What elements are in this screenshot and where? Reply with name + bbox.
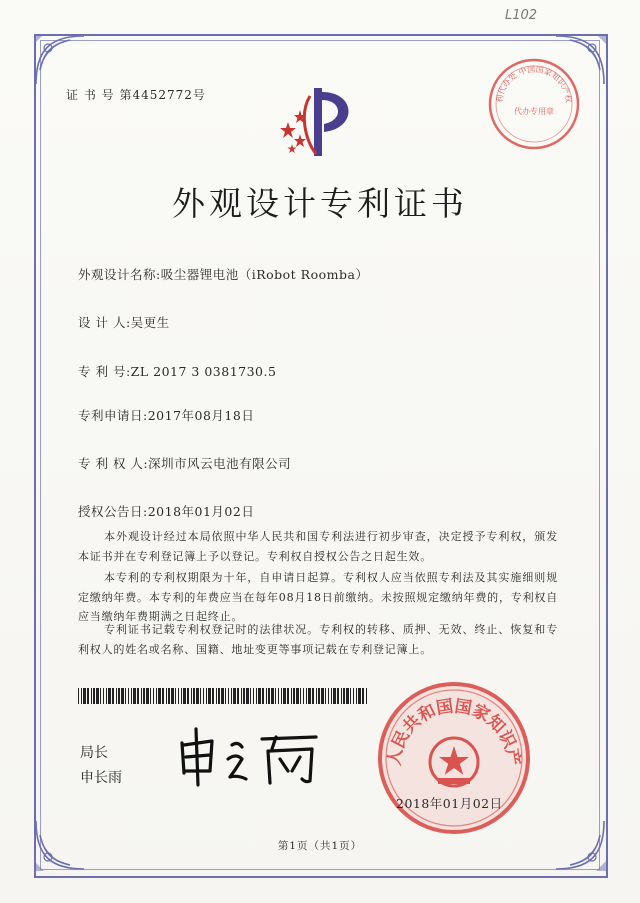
barcode-bar bbox=[243, 688, 245, 704]
barcode-bar bbox=[158, 688, 161, 704]
barcode-bar bbox=[128, 688, 129, 704]
barcode-bar bbox=[166, 688, 167, 704]
seal-date: 2018年01月02日 bbox=[396, 796, 503, 811]
grant-date-label: 授权公告日: bbox=[78, 504, 148, 519]
barcode-bar bbox=[81, 688, 82, 704]
barcode-bar bbox=[116, 688, 117, 704]
barcode-bar bbox=[312, 688, 314, 704]
barcode-bar bbox=[206, 688, 207, 704]
barcode-bar bbox=[278, 688, 279, 704]
patentee-value: 深圳市风云电池有限公司 bbox=[148, 456, 292, 471]
barcode-bar bbox=[103, 688, 104, 704]
barcode-bar bbox=[303, 688, 304, 704]
barcode-bar bbox=[325, 688, 326, 704]
paragraph-term-fees: 本专利的专利权期限为十年，自申请日起算。专利权人应当依照专利法及其实施细则规定缴纳年费。本专利的年费应当在每年08月18日前缴纳。未按照规定缴纳年费的，专利权自应当缴纳年费期满之日起终止。 bbox=[78, 571, 558, 623]
barcode-bar bbox=[162, 688, 164, 704]
barcode-bar bbox=[91, 688, 92, 704]
barcode-bar bbox=[333, 688, 336, 704]
filing-date-label: 专利申请日: bbox=[78, 408, 148, 423]
barcode-bar bbox=[356, 688, 357, 704]
barcode-bar bbox=[131, 688, 132, 704]
barcode-bar bbox=[231, 688, 232, 704]
field-filing-date bbox=[78, 406, 254, 424]
barcode-bar bbox=[271, 688, 274, 704]
barcode-bar bbox=[208, 688, 211, 704]
barcode-bar bbox=[225, 688, 226, 704]
barcode-bar bbox=[150, 688, 151, 704]
barcode-bar bbox=[328, 688, 329, 704]
field-designer bbox=[78, 313, 170, 331]
barcode-bar bbox=[246, 688, 249, 704]
barcode-bar bbox=[216, 688, 217, 704]
barcode-bar bbox=[175, 688, 176, 704]
barcode-bar bbox=[283, 688, 286, 704]
barcode-bar bbox=[181, 688, 182, 704]
signature-image bbox=[176, 725, 326, 789]
designer-label: 设 计 人: bbox=[78, 315, 131, 330]
barcode-bar bbox=[366, 688, 367, 704]
barcode-bar bbox=[100, 688, 101, 704]
barcode-bar bbox=[212, 688, 214, 704]
barcode-bar bbox=[78, 688, 79, 704]
barcode-bar bbox=[362, 688, 364, 704]
barcode-bar bbox=[106, 688, 107, 704]
barcode-bar bbox=[125, 688, 126, 704]
cnipa-logo-icon bbox=[270, 82, 366, 162]
stamp-inner-text: 代办专用章 bbox=[514, 107, 554, 116]
barcode-bar bbox=[293, 688, 295, 704]
field-patentee bbox=[78, 454, 291, 472]
barcode-bar bbox=[196, 688, 199, 704]
barcode-bar bbox=[275, 688, 276, 704]
barcode-bar bbox=[146, 688, 149, 704]
barcode-bar bbox=[306, 688, 307, 704]
page-number: 第1页（共1页） bbox=[277, 840, 363, 852]
field-design-name bbox=[78, 265, 368, 283]
handwritten-note: L102 bbox=[505, 8, 538, 23]
barcode-bar bbox=[358, 688, 361, 704]
barcode-bar bbox=[191, 688, 192, 704]
barcode-bar bbox=[331, 688, 332, 704]
designer-value: 吴更生 bbox=[130, 315, 170, 330]
barcode-bar bbox=[87, 688, 89, 704]
barcode-bar bbox=[318, 688, 320, 704]
barcode-bar bbox=[83, 688, 86, 704]
barcode-bar bbox=[308, 688, 311, 704]
document-title: 外观设计专利证书 bbox=[172, 184, 468, 223]
field-patent-number bbox=[78, 362, 276, 380]
barcode-bar bbox=[291, 688, 292, 704]
barcode-bar bbox=[218, 688, 220, 704]
barcode-bar bbox=[203, 688, 204, 704]
barcode-bar bbox=[121, 688, 124, 704]
barcode bbox=[78, 688, 368, 704]
barcode-bar bbox=[268, 688, 270, 704]
barcode-bar bbox=[341, 688, 342, 704]
barcode-bar bbox=[266, 688, 267, 704]
barcode-bar bbox=[133, 688, 136, 704]
barcode-bar bbox=[353, 688, 354, 704]
official-name: 申长雨 bbox=[80, 770, 122, 786]
barcode-bar bbox=[178, 688, 179, 704]
barcode-bar bbox=[141, 688, 142, 704]
barcode-bar bbox=[156, 688, 157, 704]
barcode-bar bbox=[193, 688, 195, 704]
paragraph-legal-status: 专利证书记载专利权登记时的法律状况。专利权的转移、质押、无效、终止、恢复和专利权人的姓名或名称、国籍、地址变更等事项记载在专利登记簿上。 bbox=[78, 623, 558, 656]
patent-number-label: 专 利 号: bbox=[78, 364, 131, 379]
barcode-bar bbox=[241, 688, 242, 704]
barcode-bar bbox=[143, 688, 145, 704]
barcode-bar bbox=[258, 688, 261, 704]
barcode-bar bbox=[171, 688, 174, 704]
barcode-bar bbox=[108, 688, 111, 704]
corner-ornament bbox=[30, 30, 90, 90]
barcode-bar bbox=[137, 688, 139, 704]
design-name-value: 吸尘器锂电池（iRobot Roomba） bbox=[160, 267, 369, 282]
barcode-bar bbox=[250, 688, 251, 704]
seal-text: 人民共和国国家知识产 bbox=[384, 696, 524, 768]
barcode-bar bbox=[287, 688, 289, 704]
barcode-bar bbox=[343, 688, 345, 704]
barcode-bar bbox=[256, 688, 257, 704]
barcode-bar bbox=[316, 688, 317, 704]
official-seal bbox=[376, 680, 532, 836]
barcode-bar bbox=[183, 688, 186, 704]
barcode-bar bbox=[221, 688, 224, 704]
official-title: 局长 bbox=[80, 745, 108, 761]
stamp-outer-text: 利代办处 中国国家知识产权 bbox=[494, 64, 574, 104]
barcode-bar bbox=[237, 688, 239, 704]
filing-date-value: 2017年08月18日 bbox=[147, 408, 255, 423]
patent-number-value: ZL 2017 3 0381730.5 bbox=[130, 364, 277, 379]
barcode-bar bbox=[346, 688, 349, 704]
barcode-bar bbox=[96, 688, 99, 704]
barcode-bar bbox=[281, 688, 282, 704]
barcode-bar bbox=[300, 688, 301, 704]
svg-text:专利代办处 中国国家知识产权局 bbox=[486, 56, 574, 103]
barcode-bar bbox=[296, 688, 299, 704]
barcode-bar bbox=[118, 688, 120, 704]
field-grant-date bbox=[78, 502, 254, 520]
barcode-bar bbox=[350, 688, 351, 704]
barcode-bar bbox=[187, 688, 189, 704]
barcode-bar bbox=[253, 688, 254, 704]
barcode-bar bbox=[168, 688, 170, 704]
barcode-bar bbox=[337, 688, 339, 704]
barcode-bar bbox=[93, 688, 95, 704]
barcode-bar bbox=[228, 688, 229, 704]
barcode-bar bbox=[112, 688, 114, 704]
certificate-number: 证 书 号 第4452772号 bbox=[66, 88, 206, 102]
barcode-bar bbox=[262, 688, 264, 704]
barcode-bar bbox=[153, 688, 154, 704]
barcode-bar bbox=[233, 688, 236, 704]
barcode-bar bbox=[321, 688, 324, 704]
paragraph-grant-decision: 本外观设计经过本局依照中华人民共和国专利法进行初步审查，决定授予专利权，颁发本证书并在专利登记簿上予以登记。专利权自授权公告之日起生效。 bbox=[78, 530, 558, 563]
patentee-label: 专 利 权 人: bbox=[78, 456, 149, 471]
grant-date-value: 2018年01月02日 bbox=[147, 504, 255, 519]
design-name-label: 外观设计名称: bbox=[78, 267, 161, 282]
agency-stamp bbox=[486, 56, 582, 152]
barcode-bar bbox=[200, 688, 201, 704]
